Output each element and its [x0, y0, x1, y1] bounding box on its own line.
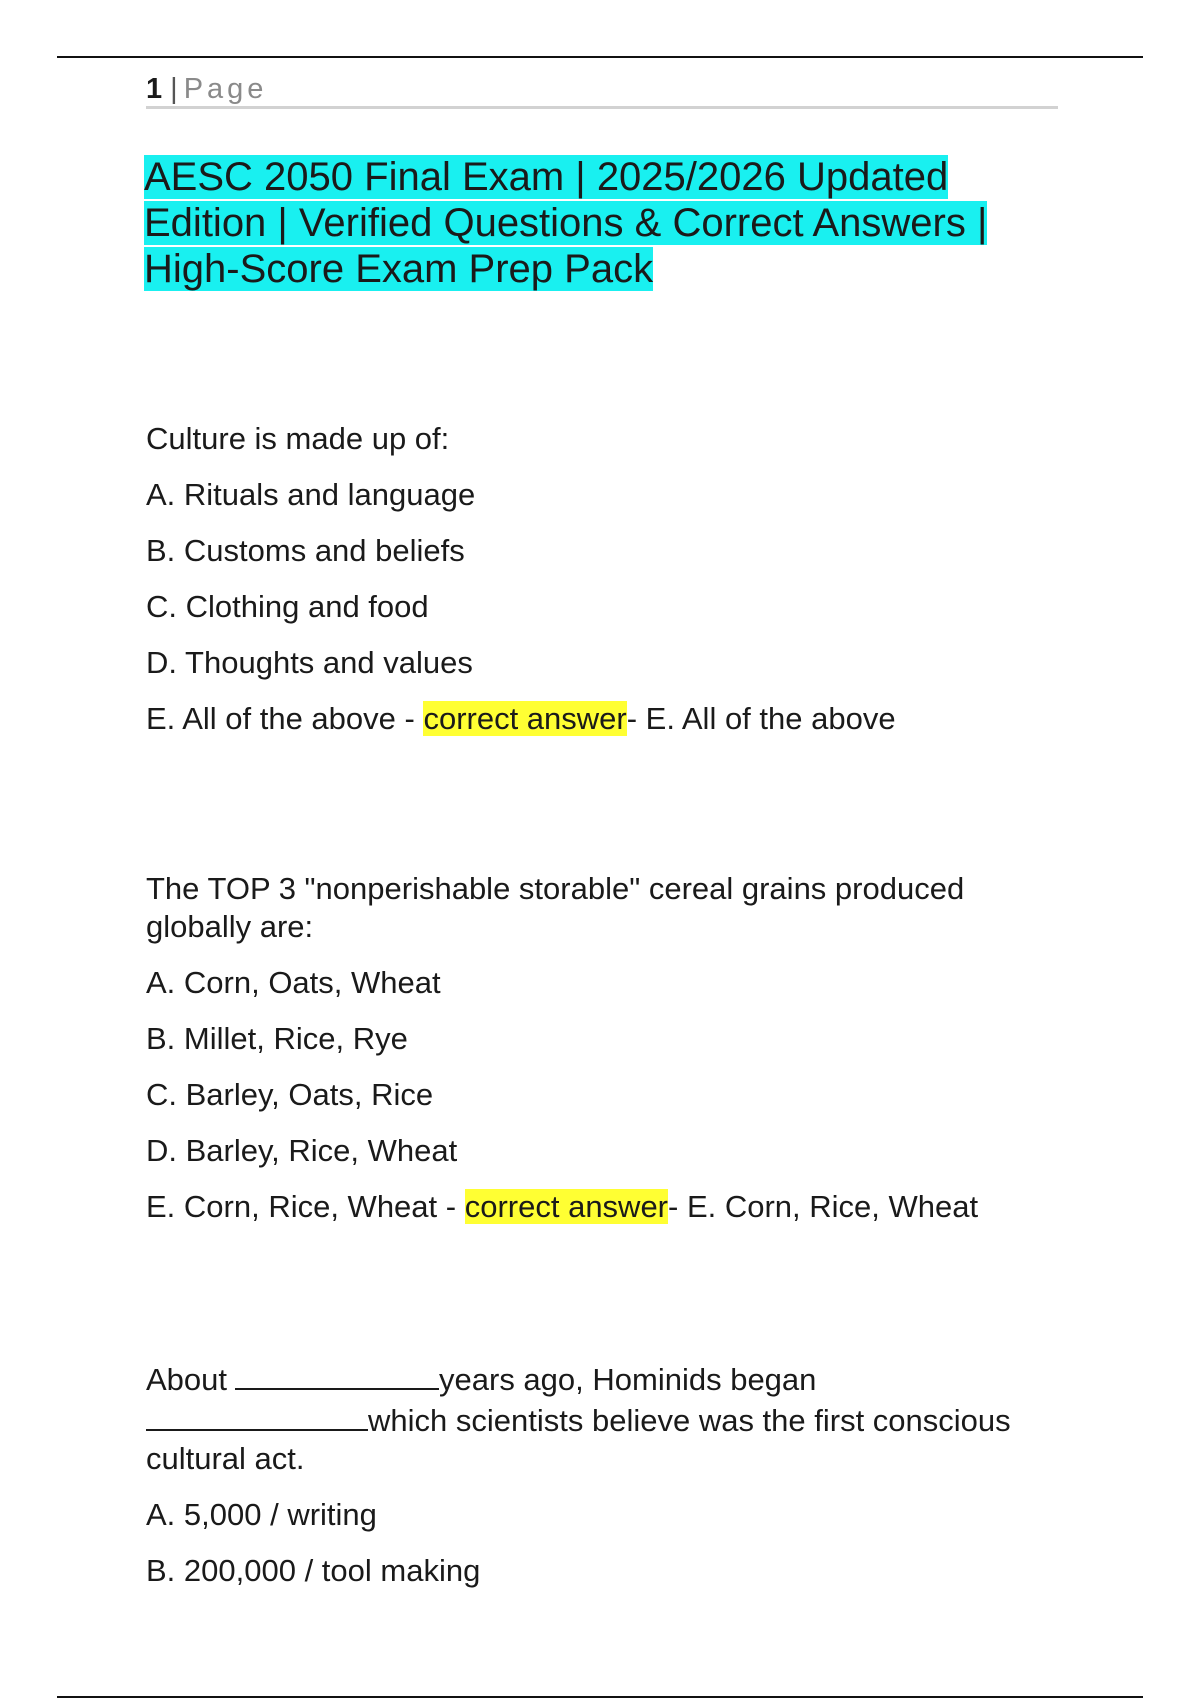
option-a: A. Corn, Oats, Wheat	[146, 965, 441, 1000]
question-1	[146, 420, 1066, 756]
question-stem: Culture is made up of:	[146, 421, 450, 456]
blank-1	[235, 1358, 439, 1390]
option-c: C. Barley, Oats, Rice	[146, 1077, 434, 1112]
answer-text: - E. All of the above	[626, 701, 896, 736]
answer-text: - E. Corn, Rice, Wheat	[668, 1189, 979, 1224]
question-stem	[146, 1358, 1066, 1478]
document-title-text: AESC 2050 Final Exam | 2025/2026 Updated Edition | Verified Questions & Correct Answers | High-Score Exam Prep Pack	[144, 155, 988, 291]
option-b: B. Customs and beliefs	[146, 533, 465, 568]
option-a: A. 5,000 / writing	[146, 1497, 377, 1532]
option-d: D. Barley, Rice, Wheat	[146, 1133, 458, 1168]
top-rule	[57, 56, 1143, 58]
page-number: 1	[146, 73, 163, 105]
option-c: C. Clothing and food	[146, 589, 429, 624]
document-title	[144, 154, 1024, 292]
question-3	[146, 1358, 1066, 1608]
question-stem: The TOP 3 "nonperishable storable" cereal grains produced globally are:	[146, 871, 965, 944]
stem-part-3: which scientists believe was the first conscious cultural act.	[146, 1403, 1011, 1476]
page-separator: |	[170, 73, 178, 105]
option-b: B. 200,000 / tool making	[146, 1553, 481, 1588]
page-word: Page	[183, 73, 268, 105]
answer-line	[146, 700, 1066, 756]
option-a: A. Rituals and language	[146, 477, 476, 512]
question-2	[146, 870, 1066, 1244]
option-d: D. Thoughts and values	[146, 645, 473, 680]
correct-answer-highlight: correct answer	[464, 1189, 669, 1224]
answer-line	[146, 1188, 1066, 1244]
bottom-rule	[57, 1696, 1143, 1698]
option-e: E. Corn, Rice, Wheat -	[146, 1189, 457, 1224]
page-header	[146, 72, 1058, 109]
option-b: B. Millet, Rice, Rye	[146, 1021, 408, 1056]
blank-2	[146, 1399, 368, 1431]
stem-part-1: About	[146, 1362, 228, 1397]
correct-answer-highlight: correct answer	[423, 701, 627, 736]
stem-part-2: years ago, Hominids began	[439, 1362, 817, 1397]
option-e: E. All of the above -	[146, 701, 415, 736]
